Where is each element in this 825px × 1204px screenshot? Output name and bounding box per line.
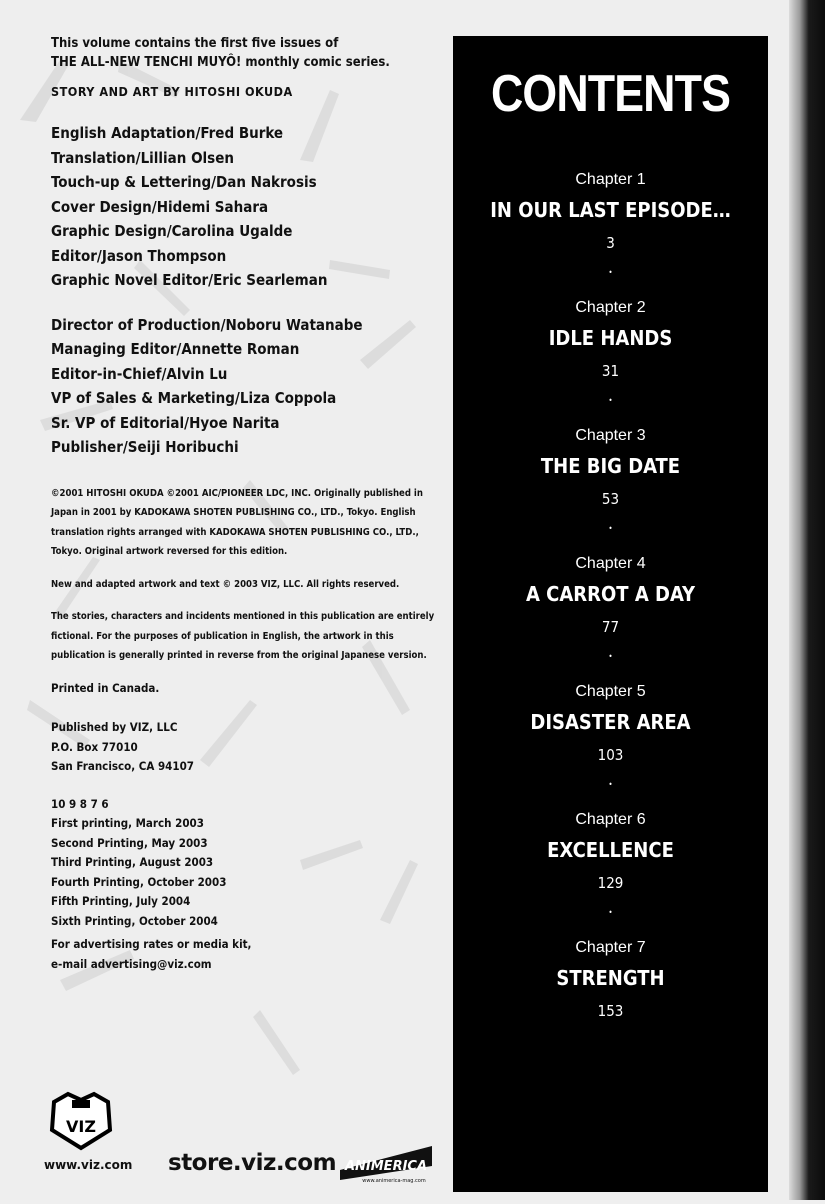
chapter-number: Chapter 7 [575, 939, 646, 956]
credit-line: Director of Production/Noboru Watanabe [51, 315, 363, 334]
chapter-page: 129 [597, 874, 624, 892]
chapter-entry[interactable] [453, 168, 768, 258]
publisher-address [51, 718, 441, 777]
viz-website: www.viz.com [44, 1158, 133, 1172]
chapter-number: Chapter 3 [575, 427, 646, 444]
printing-line: First printing, March 2003 [51, 816, 204, 830]
viz-logo-text: VIZ [66, 1117, 96, 1136]
chapter-title: IN OUR LAST EPISODE… [490, 198, 731, 222]
printing-history [51, 795, 441, 932]
legal-notices [51, 484, 441, 666]
chapter-entry[interactable] [453, 808, 768, 898]
chapter-number: Chapter 2 [575, 299, 646, 316]
printing-line: Fifth Printing, July 2004 [51, 894, 191, 908]
contact-line: e-mail advertising@viz.com [51, 956, 212, 971]
printing-line: 10 9 8 7 6 [51, 796, 109, 811]
separator-dot: • [608, 908, 613, 917]
animerica-text: ANIMERICA [344, 1159, 428, 1174]
printed-location: Printed in Canada. [51, 680, 160, 695]
credits-column [51, 34, 441, 974]
credit-line: Editor/Jason Thompson [51, 246, 227, 265]
staff-credits [51, 121, 441, 293]
chapter-entry[interactable] [453, 296, 768, 386]
contact-line: For advertising rates or media kit, [51, 937, 252, 951]
credit-line: VP of Sales & Marketing/Liza Coppola [51, 389, 337, 407]
address-line: San Francisco, CA 94107 [51, 759, 194, 773]
credit-line: Graphic Design/Carolina Ugalde [51, 222, 293, 240]
separator-dot: • [608, 780, 613, 789]
fiction-disclaimer: The stories, characters and incidents mentioned in this publication are entirely fictional. For the purposes of publication in English, the artwork in this publication is generally printed in reverse from the original Japanese version. [51, 611, 435, 661]
separator-dot: • [608, 268, 613, 277]
separator-dot: • [608, 652, 613, 661]
credit-line: Publisher/Seiji Horibuchi [51, 438, 239, 456]
credit-line: Graphic Novel Editor/Eric Searleman [51, 271, 328, 289]
copyright-notice: ©2001 HITOSHI OKUDA ©2001 AIC/PIONEER LDC, INC. Originally published in Japan in 2001 by KADOKAWA SHOTEN PUBLISHING CO., LTD., Tokyo. English translation rights arranged with KADOKAWA SHOTEN PUBLISHING CO., LTD., Tokyo. Original artwork reversed for this edition. [51, 487, 423, 557]
contents-title: CONTENTS [490, 65, 731, 123]
chapter-page: 77 [601, 618, 620, 636]
credit-line: Editor-in-Chief/Alvin Lu [51, 364, 228, 383]
intro-text [51, 34, 441, 72]
printing-line: Third Printing, August 2003 [51, 855, 214, 869]
separator-dot: • [608, 524, 613, 533]
chapter-entry[interactable] [453, 424, 768, 514]
contents-panel [453, 36, 768, 1192]
printing-line: Sixth Printing, October 2004 [51, 913, 218, 928]
chapter-page: 53 [601, 490, 620, 508]
separator-dot: • [608, 396, 613, 405]
store-website: store.viz.com [168, 1150, 337, 1176]
credit-line: Translation/Lillian Olsen [51, 148, 234, 167]
chapter-entry[interactable] [453, 936, 768, 1026]
animerica-logo-graphic [336, 1140, 436, 1184]
printing-line: Fourth Printing, October 2003 [51, 874, 227, 889]
chapter-title: IDLE HANDS [548, 326, 673, 350]
book-spine-edge [789, 0, 825, 1200]
chapter-page: 153 [597, 1002, 624, 1020]
viz-logo-graphic [48, 1090, 114, 1152]
chapter-page: 103 [597, 746, 624, 764]
address-line: Published by VIZ, LLC [51, 720, 178, 734]
management-credits [51, 313, 441, 460]
credit-line: Cover Design/Hidemi Sahara [51, 197, 269, 216]
credit-line: Touch-up & Lettering/Dan Nakrosis [51, 173, 317, 191]
adaptation-notice: New and adapted artwork and text © 2003 VIZ, LLC. All rights reserved. [51, 578, 400, 590]
chapter-number: Chapter 1 [575, 171, 646, 188]
credit-line: English Adaptation/Fred Burke [51, 124, 284, 142]
viz-logo [48, 1090, 114, 1156]
animerica-url: www.animerica-mag.com [362, 1178, 426, 1184]
chapter-number: Chapter 4 [575, 555, 646, 572]
chapter-title: STRENGTH [556, 966, 665, 990]
chapter-title: THE BIG DATE [540, 454, 681, 478]
credit-line: Sr. VP of Editorial/Hyoe Narita [51, 413, 280, 432]
chapter-page: 3 [606, 234, 615, 252]
intro-line: This volume contains the first five issues of [51, 36, 339, 51]
chapter-title: DISASTER AREA [530, 710, 691, 734]
animerica-logo [336, 1140, 436, 1188]
printing-line: Second Printing, May 2003 [51, 835, 208, 850]
advertising-contact [51, 935, 441, 974]
chapter-page: 31 [601, 362, 620, 380]
chapter-title: A CARROT A DAY [525, 582, 696, 606]
story-credit: STORY AND ART BY HITOSHI OKUDA [51, 84, 293, 99]
chapter-number: Chapter 6 [575, 811, 646, 828]
credit-line: Managing Editor/Annette Roman [51, 340, 300, 358]
intro-line: THE ALL-NEW TENCHI MUYÔ! monthly comic series. [51, 55, 390, 70]
chapter-entry[interactable] [453, 552, 768, 642]
address-line: P.O. Box 77010 [51, 739, 138, 754]
chapter-entry[interactable] [453, 680, 768, 770]
chapter-number: Chapter 5 [575, 683, 646, 700]
chapter-title: EXCELLENCE [547, 838, 674, 862]
